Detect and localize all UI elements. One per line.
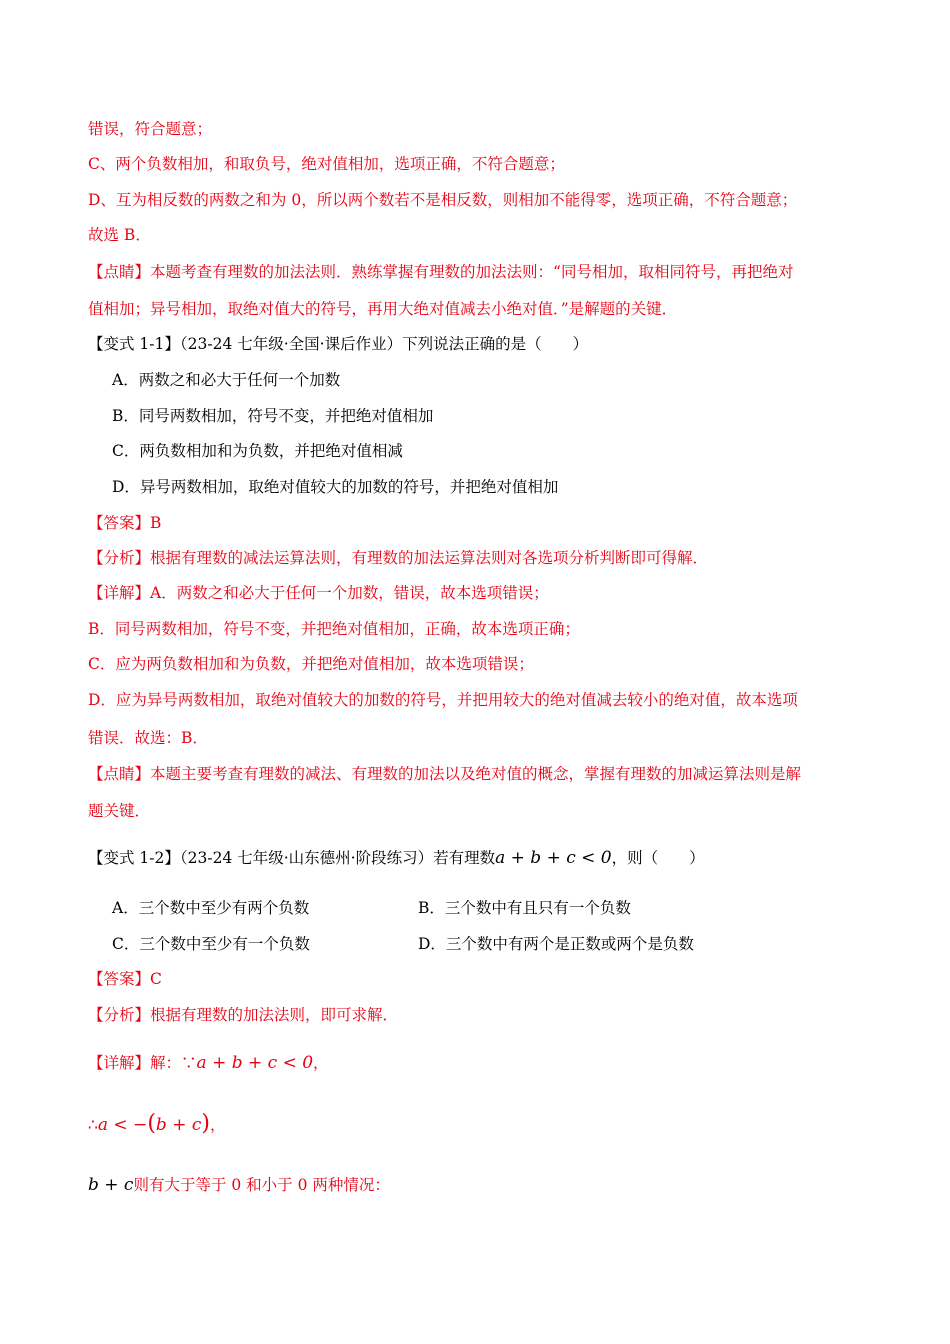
detail-line bbox=[88, 583, 549, 603]
analysis-tag: 【分析】 bbox=[88, 549, 151, 567]
option-c: C．两负数相加和为负数，并把绝对值相减 bbox=[112, 442, 403, 460]
therefore-symbol: ∴ bbox=[88, 1116, 98, 1134]
text-line: D．应为异号两数相加，取绝对值较大的加数的符号，并把用较大的绝对值减去较小的绝对值，故本选项 bbox=[88, 691, 798, 709]
punctuation: ， bbox=[209, 1116, 226, 1134]
answer-value: C bbox=[150, 970, 162, 988]
text-line: C、两个负数相加，和取负号，绝对值相加，选项正确，不符合题意； bbox=[88, 155, 565, 173]
text-line: D、互为相反数的两数之和为 0，所以两个数若不是相反数，则相加不能得零，选项正确，不符合题意； bbox=[88, 191, 798, 209]
text-line: 题关键． bbox=[88, 802, 151, 820]
answer-line bbox=[88, 513, 161, 533]
answer-line bbox=[88, 969, 162, 989]
inequality-math: a < − bbox=[97, 1115, 148, 1135]
analysis-text: 根据有理数的减法运算法则，有理数的加法运算法则对各选项分析判断即可得解． bbox=[150, 549, 709, 567]
option-d: D．异号两数相加，取绝对值较大的加数的符号，并把绝对值相加 bbox=[112, 478, 559, 496]
text-line: B．同号两数相加，符号不变，并把绝对值相加，正确，故本选项正确； bbox=[88, 620, 580, 638]
answer-tag: 【答案】 bbox=[88, 514, 151, 532]
answer-tag: 【答案】 bbox=[88, 970, 151, 988]
left-paren: ( bbox=[147, 1111, 156, 1136]
detail-tag: 【详解】 bbox=[88, 1054, 151, 1072]
option-a: A．两数之和必大于任何一个加数 bbox=[112, 371, 341, 389]
analysis-line bbox=[88, 548, 708, 568]
derivation-line bbox=[88, 1111, 226, 1136]
detail-text: 解：∵ bbox=[150, 1054, 197, 1072]
dianjing-tag: 【点睛】 bbox=[88, 765, 151, 783]
analysis-tag: 【分析】 bbox=[88, 1006, 151, 1024]
dianjing-text: 本题主要考查有理数的减法、有理数的加法以及绝对值的概念，掌握有理数的加减运算法则是解 bbox=[150, 765, 802, 783]
right-paren: ) bbox=[201, 1111, 210, 1136]
answer-value: B bbox=[150, 514, 162, 532]
variant-title bbox=[88, 848, 705, 868]
detail-line bbox=[88, 1053, 329, 1073]
title-text: ，则（ ） bbox=[611, 849, 705, 867]
text-line bbox=[88, 1175, 390, 1195]
option-b: B．同号两数相加，符号不变，并把绝对值相加 bbox=[112, 407, 434, 425]
text-line: 错误．故选：B． bbox=[88, 729, 208, 747]
text-line: 错误，符合题意； bbox=[88, 120, 213, 138]
option-d: D．三个数中有两个是正数或两个是负数 bbox=[418, 935, 694, 953]
text-line: 故选 B． bbox=[88, 226, 151, 244]
dianjing-tag: 【点睛】 bbox=[88, 263, 151, 281]
dianjing-line bbox=[88, 764, 801, 784]
case-text: 则有大于等于 0 和小于 0 两种情况： bbox=[133, 1176, 390, 1194]
option-a: A．三个数中至少有两个负数 bbox=[112, 899, 310, 917]
inequality-math: a + b + c < 0 bbox=[196, 1053, 314, 1073]
title-text: 【变式 1-2】（23-24 七年级·山东德州·阶段练习）若有理数 bbox=[88, 849, 496, 867]
detail-tag: 【详解】 bbox=[88, 584, 151, 602]
sum-math: b + c bbox=[155, 1115, 202, 1135]
dianjing-line bbox=[88, 262, 793, 282]
variant-title: 【变式 1-1】（23-24 七年级·全国·课后作业）下列说法正确的是（ ） bbox=[88, 335, 589, 353]
analysis-line bbox=[88, 1005, 398, 1025]
text-line: C．应为两负数相加和为负数，并把绝对值相加，故本选项错误； bbox=[88, 655, 534, 673]
dianjing-text: 本题考查有理数的加法法则．熟练掌握有理数的加法法则：“同号相加，取相同符号，再把绝对 bbox=[150, 263, 794, 281]
detail-text: ， bbox=[313, 1054, 329, 1072]
option-b: B．三个数中有且只有一个负数 bbox=[418, 899, 631, 917]
option-c: C．三个数中至少有一个负数 bbox=[112, 935, 310, 953]
sum-math: b + c bbox=[88, 1175, 134, 1195]
inequality-math: a + b + c < 0 bbox=[495, 848, 612, 868]
analysis-text: 根据有理数的加法法则，即可求解． bbox=[150, 1006, 399, 1024]
detail-text: A．两数之和必大于任何一个加数，错误，故本选项错误； bbox=[150, 584, 549, 602]
text-line: 值相加；异号相加，取绝对值大的符号，再用大绝对值减去小绝对值．”是解题的关键． bbox=[88, 300, 678, 318]
